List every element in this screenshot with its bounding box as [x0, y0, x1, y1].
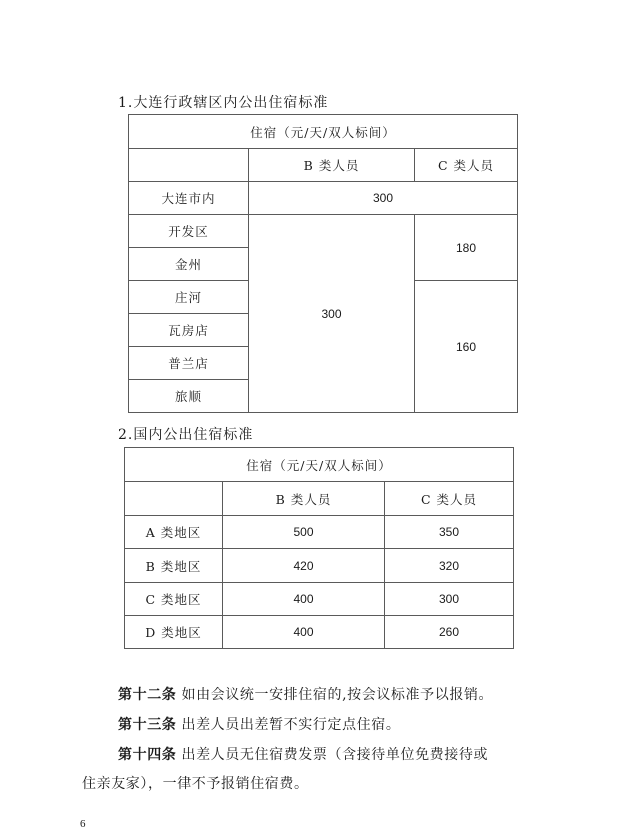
section-2-title: 2.国内公出住宿标准: [118, 427, 254, 443]
article-text: 出差人员出差暂不实行定点住宿。: [181, 717, 401, 733]
row-label: 庄河: [129, 281, 249, 314]
article-13: [118, 713, 400, 737]
region-label: C 类地区: [125, 583, 223, 616]
b-value: 400: [223, 616, 385, 649]
table-dalian-lodging: [128, 114, 518, 413]
row-label: 普兰店: [129, 347, 249, 380]
page-number: 6: [80, 818, 86, 830]
region-label: B 类地区: [125, 549, 223, 583]
b-value: 420: [223, 549, 385, 583]
table-2-corner-cell: [125, 482, 223, 516]
table-1-corner-cell: [129, 149, 249, 182]
article-14-continuation: 住亲友家），一律不予报销住宿费。: [82, 776, 309, 792]
c-value: 300: [385, 583, 514, 616]
c-value: 260: [385, 616, 514, 649]
section-1-title: 1.大连行政辖区内公出住宿标准: [118, 95, 329, 111]
row-label: 大连市内: [129, 182, 249, 215]
article-14: [118, 743, 488, 767]
b-value: 500: [223, 516, 385, 549]
table-1-header: 住宿（元/天/双人标间）: [129, 115, 518, 149]
region-label: A 类地区: [125, 516, 223, 549]
col-c-header: C 类人员: [385, 482, 514, 516]
c-value: 350: [385, 516, 514, 549]
col-b-header: B 类人员: [223, 482, 385, 516]
row-label: 开发区: [129, 215, 249, 248]
row-label: 瓦房店: [129, 314, 249, 347]
article-label: 第十三条: [118, 717, 177, 733]
table-2-header: 住宿（元/天/双人标间）: [125, 448, 514, 482]
c-value: 320: [385, 549, 514, 583]
col-b-header: B 类人员: [249, 149, 415, 182]
article-label: 第十二条: [118, 687, 177, 703]
article-label: 第十四条: [118, 747, 177, 763]
region-label: D 类地区: [125, 616, 223, 649]
table-domestic-lodging: [124, 447, 514, 649]
row-label: 金州: [129, 248, 249, 281]
col-c-header: C 类人员: [415, 149, 518, 182]
article-text: 出差人员无住宿费发票（含接待单位免费接待或: [181, 747, 489, 763]
c-value-1: 180: [415, 215, 518, 281]
article-12: [118, 683, 493, 707]
b-value-merged: 300: [249, 215, 415, 413]
c-value-2: 160: [415, 281, 518, 413]
row-label: 旅顺: [129, 380, 249, 413]
b-value: 400: [223, 583, 385, 616]
dalian-value: 300: [249, 182, 518, 215]
article-text: 如由会议统一安排住宿的,按会议标准予以报销。: [181, 687, 494, 703]
